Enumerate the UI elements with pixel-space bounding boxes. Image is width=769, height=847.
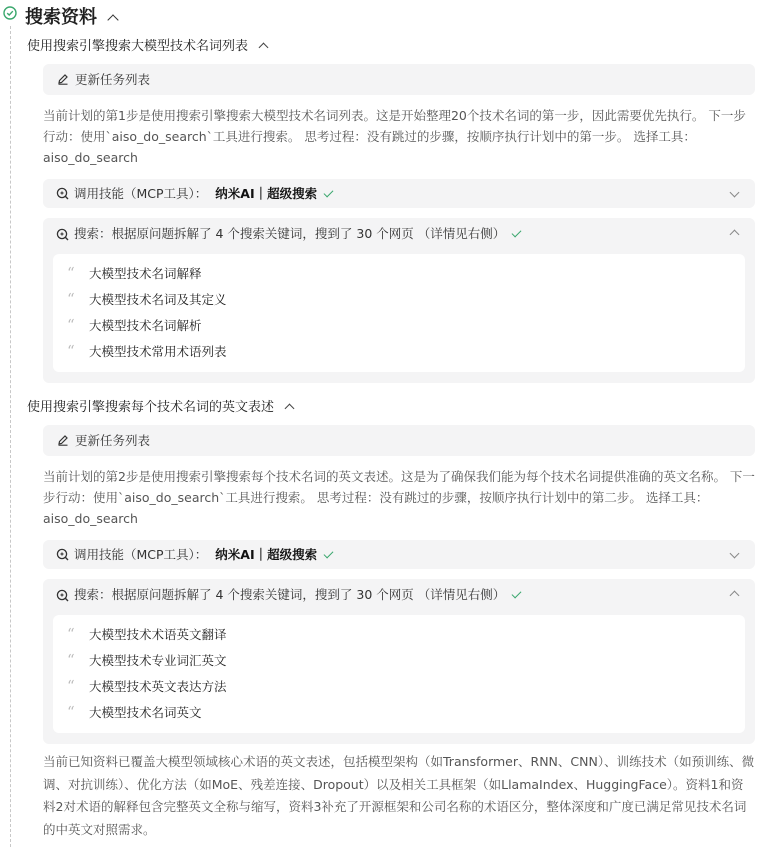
list-item[interactable]: “ 大模型技术术语英文翻译 [53, 622, 745, 648]
chevron-up-icon[interactable] [259, 43, 269, 53]
pencil-icon [57, 434, 69, 446]
update-task-list-bar[interactable]: 更新任务列表 [43, 425, 755, 456]
quote-icon: “ [67, 316, 75, 334]
list-item[interactable]: “ 大模型技术常用术语列表 [53, 339, 745, 365]
page-title[interactable]: 搜索资料 [25, 3, 117, 29]
check-icon [324, 549, 334, 559]
list-item[interactable]: “ 大模型技术英文表达方法 [53, 674, 745, 700]
check-icon [512, 589, 522, 599]
quote-icon: “ [67, 342, 75, 360]
check-circle-icon [3, 6, 17, 20]
update-task-list-bar[interactable]: 更新任务列表 [43, 64, 755, 95]
search-summary-header[interactable]: 搜索：根据原问题拆解了 4 个搜索关键词，搜到了 30 个网页 （详情见右侧） [43, 579, 755, 611]
search-spark-icon [56, 589, 69, 602]
search-spark-icon [56, 548, 69, 561]
step-section-1 [27, 37, 755, 387]
step-description: 当前计划的第2步是使用搜索引擎搜索每个技术名词的英文表述。这是为了确保我们能为每个技术名词提供准确的英文名称。 下一步行动：使用`aiso_do_search`工具进行搜索。 思考过程：没有跳过的步骤，按顺序执行计划中的第二步。 选择工具：aiso_do_search [43, 469, 755, 526]
search-result-panel [43, 579, 755, 744]
list-item[interactable]: “ 大模型技术名词解释 [53, 261, 745, 287]
check-icon [512, 228, 522, 238]
quote-icon: “ [67, 677, 75, 695]
step-section-2 [27, 398, 755, 748]
quote-icon: “ [67, 625, 75, 643]
skill-call-bar[interactable]: 调用技能（MCP工具）： 纳米AI｜超级搜索 [43, 540, 755, 569]
quote-icon: “ [67, 651, 75, 669]
pencil-icon [57, 73, 69, 85]
search-spark-icon [56, 187, 69, 200]
check-icon [324, 188, 334, 198]
chevron-down-icon[interactable] [730, 188, 740, 198]
list-item[interactable]: “ 大模型技术名词英文 [53, 700, 745, 726]
step-description: 当前计划的第1步是使用搜索引擎搜索大模型技术名词列表。这是开始整理20个技术名词的第一步，因此需要优先执行。 下一步行动：使用`aiso_do_search`工具进行搜索。 思考过程：没有跳过的步骤，按顺序执行计划中的第一步。 选择工具：aiso_do_search [43, 108, 746, 165]
query-list [53, 615, 745, 733]
quote-icon: “ [67, 703, 75, 721]
list-item[interactable]: “ 大模型技术专业词汇英文 [53, 648, 745, 674]
final-summary-text: 当前已知资料已覆盖大模型领域核心术语的英文表述，包括模型架构（如Transformer、RNN、CNN）、训练技术（如预训练、微调、对抗训练）、优化方法（如MoE、残差连接、Dropout）以及相关工具框架（如LlamaIndex、HuggingFace）。资料1和资料2对术语的解释包含完整英文全称与缩写，资料3补充了开源框架和公司名称的术语区分，整体深度和广度已满足常见技术名词的中英文对照需求。 [43, 754, 755, 837]
chevron-up-icon[interactable] [730, 591, 740, 601]
list-item[interactable]: “ 大模型技术名词及其定义 [53, 287, 745, 313]
step-title[interactable]: 使用搜索引擎搜索每个技术名词的英文表述 [27, 398, 755, 418]
chevron-down-icon[interactable] [730, 549, 740, 559]
query-list [53, 254, 745, 372]
list-item[interactable]: “ 大模型技术名词解析 [53, 313, 745, 339]
chevron-up-icon[interactable] [285, 404, 295, 414]
chevron-up-icon[interactable] [107, 14, 118, 25]
search-result-panel [43, 218, 755, 383]
timeline-line [10, 26, 11, 847]
search-spark-icon [56, 228, 69, 241]
chevron-up-icon[interactable] [730, 230, 740, 240]
quote-icon: “ [67, 264, 75, 282]
quote-icon: “ [67, 290, 75, 308]
skill-call-bar[interactable]: 调用技能（MCP工具）： 纳米AI｜超级搜索 [43, 179, 755, 208]
search-summary-header[interactable]: 搜索：根据原问题拆解了 4 个搜索关键词，搜到了 30 个网页 （详情见右侧） [43, 218, 755, 250]
step-title[interactable]: 使用搜索引擎搜索大模型技术名词列表 [27, 37, 755, 57]
